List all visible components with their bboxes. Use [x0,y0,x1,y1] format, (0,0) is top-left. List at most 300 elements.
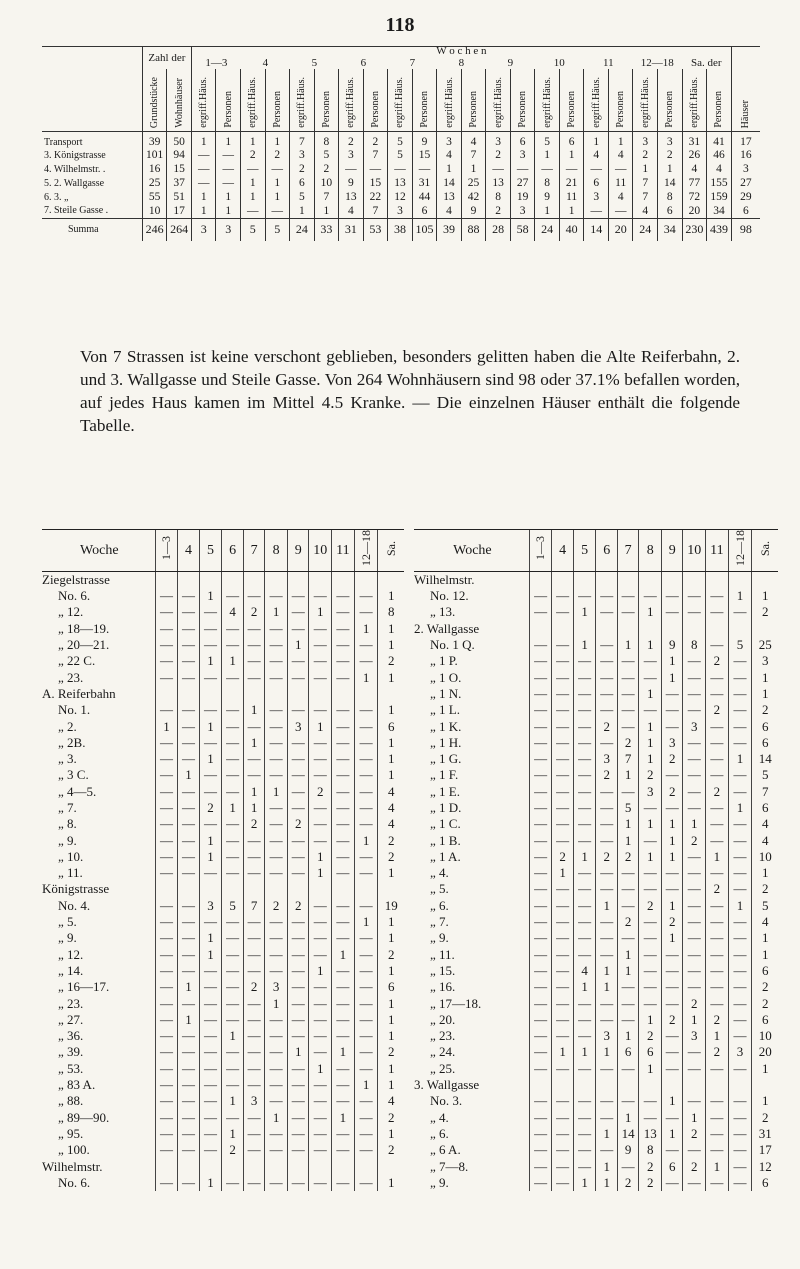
table-cell: 3 [658,132,683,149]
table-cell [378,1158,404,1174]
table-cell: 1 [240,132,265,149]
table-cell: — [309,1044,332,1060]
house-label: „ 1 L. [430,702,460,718]
table-cell: 2 [314,162,339,176]
house-label: „ 5. [58,914,77,930]
haus-header: ergriff.Häus. [584,69,609,132]
table-cell: 2 [290,162,315,176]
table-cell: — [222,588,243,604]
table-cell: 1 [378,1126,404,1142]
table-cell: 1 [309,718,332,734]
table-cell: 9 [617,1142,638,1158]
table-cell: — [706,995,729,1011]
week-header: 9 [287,530,308,572]
table-cell: — [178,930,199,946]
table-cell: — [222,963,243,979]
table-cell: — [155,604,178,620]
table-cell: — [728,914,752,930]
table-cell: 1 [199,588,222,604]
table-cell: — [287,1061,308,1077]
table-cell: — [683,1044,706,1060]
table-cell: 15 [363,176,388,190]
table-cell: 1 [596,1175,617,1191]
table-cell: 2 [486,204,511,218]
week-header: 8 [639,530,662,572]
table-cell: — [199,784,222,800]
table-cell: 1 [596,979,617,995]
table-cell: — [354,1175,378,1191]
table-cell: 14 [437,176,462,190]
table-cell: 12 [752,1158,778,1174]
table-cell: — [529,718,552,734]
personen-header: Personen [412,69,437,132]
table-cell: — [706,832,729,848]
table-cell: 1 [287,637,308,653]
table-cell: 41 [707,132,732,149]
table-cell: — [608,162,633,176]
table-cell: — [529,1142,552,1158]
table-cell: — [639,588,662,604]
table-cell: — [155,1077,178,1093]
table-cell: — [661,1028,682,1044]
table-cell: — [639,995,662,1011]
table-cell: — [728,702,752,718]
table-cell: — [617,653,638,669]
table-row [414,653,778,669]
table-cell: — [243,947,264,963]
table-cell: — [617,784,638,800]
table-cell: — [332,669,355,685]
table-cell: 2 [287,816,308,832]
table-cell: 6 [661,1158,682,1174]
table-cell: — [529,849,552,865]
table-cell [155,1158,178,1174]
table-cell: — [243,1175,264,1191]
table-cell [573,621,596,637]
table-cell: — [309,947,332,963]
table-cell: — [155,947,178,963]
table-row [42,1175,404,1191]
blank-subhead [42,69,142,132]
table-cell: — [354,637,378,653]
table-cell: 3 [199,898,222,914]
table-cell: 31 [412,176,437,190]
table-cell: — [178,621,199,637]
table-cell: 2 [683,995,706,1011]
sum-cell: 38 [388,218,413,241]
table-cell [332,1158,355,1174]
table-cell: — [639,865,662,881]
table-cell: — [596,702,617,718]
table-cell: — [529,735,552,751]
table-cell: — [573,1061,596,1077]
table-cell: 2 [596,849,617,865]
table-cell: — [573,832,596,848]
table-cell: — [728,832,752,848]
table-cell: — [332,718,355,734]
week-header: 7 [617,530,638,572]
table-cell [596,1077,617,1093]
table-cell: — [222,669,243,685]
table-cell: — [706,1175,729,1191]
table-cell: 2 [752,995,778,1011]
table-cell: — [155,1126,178,1142]
table-cell: — [683,947,706,963]
house-label: No. 6. [58,588,91,604]
table-cell: — [222,914,243,930]
table-cell [222,1158,243,1174]
table-cell: 1 [155,718,178,734]
table-cell: — [265,653,288,669]
table-cell: 14 [658,176,683,190]
table-cell: — [363,162,388,176]
table-cell: — [683,784,706,800]
table-cell [332,686,355,702]
table-cell: — [706,963,729,979]
weeks-header: W o c h e n 1—3 4 5 6 7 8 9 10 11 12—18 Sa. der [191,47,731,70]
table-cell: — [552,930,573,946]
table-cell: — [552,637,573,653]
table-cell: — [243,1028,264,1044]
table-cell: — [552,1158,573,1174]
sum-cell: 24 [633,218,658,241]
table-cell: — [222,1110,243,1126]
week-header: Sa. [378,530,404,572]
table-cell: — [332,832,355,848]
left_rows-half [42,529,404,1191]
table-cell: — [155,979,178,995]
table-cell: — [222,1175,243,1191]
week-header: 10 [309,530,332,572]
table-cell: 1 [243,784,264,800]
table-cell: — [354,849,378,865]
table-cell: — [728,995,752,1011]
table-cell: — [661,1110,682,1126]
week-header: 5 [573,530,596,572]
personen-header: Personen [216,69,241,132]
table-cell: — [552,832,573,848]
table-row [414,979,778,995]
table-cell: 4 [707,162,732,176]
table-cell: 1 [552,1044,573,1060]
table-cell: — [706,1126,729,1142]
table-cell: — [178,898,199,914]
table-row [42,963,404,979]
personen-header: Personen [363,69,388,132]
house-label: Königstrasse [42,881,110,897]
table-cell: 1 [199,1175,222,1191]
table-cell: — [529,1093,552,1109]
table-cell: 1 [639,686,662,702]
street-label: 7. Steile Gasse . [44,205,109,217]
table-cell: 2 [752,979,778,995]
house-label: Wilhelmstr. [414,572,475,587]
table-cell [155,572,178,589]
table-cell: — [309,898,332,914]
table-cell [378,686,404,702]
table-cell: 1 [559,204,584,218]
table-cell: — [287,849,308,865]
table-cell: — [332,1012,355,1028]
table-cell: — [199,995,222,1011]
table-cell [265,881,288,897]
table-cell: — [596,669,617,685]
table-cell: — [287,930,308,946]
table-cell: 1 [706,1028,729,1044]
table-cell: 5 [314,148,339,162]
table-cell [752,1077,778,1093]
table-cell: — [706,604,729,620]
house-label: No. 6. [58,1174,91,1190]
table-cell: 1 [752,686,778,702]
table-cell: 13 [437,190,462,204]
table-cell: 1 [222,1093,243,1109]
table-cell: 1 [596,1044,617,1060]
table-cell: — [354,898,378,914]
sum-cell: 33 [314,218,339,241]
table-cell: — [309,767,332,783]
table-cell: — [683,979,706,995]
table-cell: 1 [661,1093,682,1109]
table-cell: — [683,735,706,751]
table-cell: — [706,735,729,751]
table-row [42,190,760,204]
table-cell: — [573,947,596,963]
table-cell: — [243,1142,264,1158]
table-cell: 2 [639,1028,662,1044]
table-cell: 15 [412,148,437,162]
table-cell: 1 [573,1175,596,1191]
house-label: „ 8. [58,816,77,832]
table-cell: — [529,1044,552,1060]
table-cell: 26 [682,148,707,162]
table-cell: 55 [142,190,167,204]
table-cell: — [683,865,706,881]
table-cell: — [706,898,729,914]
table-cell: 3 [388,204,413,218]
street-label: 3. Königstrasse [44,149,106,161]
table-cell: 2 [658,148,683,162]
personen-header: Personen [510,69,535,132]
table-cell: — [354,947,378,963]
table-cell: — [155,1142,178,1158]
table-cell: — [222,832,243,848]
table-row [42,995,404,1011]
house-label: „ 13. [430,604,456,620]
table-cell: — [178,718,199,734]
table-cell: — [309,735,332,751]
table-cell: 7 [633,176,658,190]
table-cell: 6 [752,800,778,816]
week-header: Sa. [752,530,778,572]
table-cell: — [309,914,332,930]
table-cell: — [596,784,617,800]
table-cell: — [661,604,682,620]
table-cell: 1 [639,849,662,865]
table-cell: 2 [661,751,682,767]
table-cell: 2 [287,898,308,914]
table-cell: 1 [378,1077,404,1093]
table-cell: 1 [243,702,264,718]
table-cell: — [552,702,573,718]
table-cell: — [178,784,199,800]
table-cell: 10 [752,1028,778,1044]
table-cell: 15 [167,162,192,176]
table-cell: 14 [617,1126,638,1142]
table-cell: — [287,914,308,930]
table-cell: — [617,604,638,620]
table-cell: — [155,1175,178,1191]
house-label: „ 7—8. [430,1158,469,1174]
table-row [42,204,760,218]
table-cell [617,1077,638,1093]
table-cell [573,572,596,589]
week-header: 1—3 [529,530,552,572]
table-cell: 1 [309,849,332,865]
table-cell: 4 [461,132,486,149]
table-cell: — [661,686,682,702]
table-cell: 6 [639,1044,662,1060]
table-cell: — [529,865,552,881]
table-row [414,1061,778,1077]
table-cell: 4 [752,816,778,832]
table-cell: — [309,751,332,767]
table-cell: — [287,751,308,767]
house-label: „ 4—5. [58,783,97,799]
table-cell: 8 [486,190,511,204]
table-cell: — [332,604,355,620]
table-cell: — [287,979,308,995]
table-cell: — [191,162,216,176]
sum-cell: 264 [167,218,192,241]
house-label: „ 9. [430,1174,449,1190]
haus-header: ergriff.Häus. [339,69,364,132]
table-cell: — [265,751,288,767]
table-cell: 1 [728,800,752,816]
table-cell: 7 [314,190,339,204]
table-cell: — [265,947,288,963]
personen-header: Personen [658,69,683,132]
table-cell: 1 [639,718,662,734]
table-cell: 5 [388,132,413,149]
table-cell: 6 [731,204,760,218]
table-cell: 6 [658,204,683,218]
table-row [414,1142,778,1158]
table-cell: — [706,1110,729,1126]
house-label: „ 9. [58,832,77,848]
table-cell: — [178,588,199,604]
table-cell: 2 [617,1175,638,1191]
table-cell: — [178,832,199,848]
table-cell: — [309,1142,332,1158]
table-cell: — [222,637,243,653]
table-cell: — [529,1110,552,1126]
table-cell: 10 [142,204,167,218]
table-cell: — [706,914,729,930]
table-cell: — [243,751,264,767]
table-cell: — [573,686,596,702]
table-cell: 4 [378,800,404,816]
table-cell: — [529,1028,552,1044]
house-label: „ 23. [58,669,84,685]
table-cell: — [617,865,638,881]
table-cell: 1 [222,1028,243,1044]
table-row [414,865,778,881]
table-cell: — [661,1061,682,1077]
house-label: „ 25. [430,1060,456,1076]
table-cell [639,572,662,589]
table-cell: 10 [752,849,778,865]
house-label: „ 27. [58,1011,84,1027]
table-cell: — [573,702,596,718]
table-cell: — [178,1175,199,1191]
table-cell: — [552,653,573,669]
table-cell: 50 [167,132,192,149]
table-cell: 25 [752,637,778,653]
table-cell: 1 [683,1110,706,1126]
table-cell: — [552,588,573,604]
table-cell: 2 [617,735,638,751]
table-cell: — [178,1028,199,1044]
house-label: „ 23. [58,995,84,1011]
table-cell: 9 [412,132,437,149]
house-label: „ 20—21. [58,637,110,653]
house-label: 2. Wallgasse [414,620,480,636]
table-cell: 1 [661,832,682,848]
table-cell: — [728,816,752,832]
table-row [42,881,404,897]
table-cell: — [332,621,355,637]
table-row [414,572,778,589]
table-cell: 6 [584,176,609,190]
table-cell: — [706,800,729,816]
table-cell: 1 [222,800,243,816]
table-cell [309,572,332,589]
table-row [42,604,404,620]
table-cell: — [199,1028,222,1044]
table-cell: — [155,669,178,685]
table-cell: 1 [378,1028,404,1044]
table-row [414,898,778,914]
table-cell: 1 [596,1158,617,1174]
table-cell: 2 [378,832,404,848]
house-label: „ 6. [430,1125,449,1141]
table-cell: — [683,1175,706,1191]
table-cell: — [573,718,596,734]
table-cell: 1 [216,190,241,204]
table-row [414,816,778,832]
table-cell: 1 [573,1044,596,1060]
table-cell: — [661,979,682,995]
table-cell: — [332,800,355,816]
table-cell: 1 [309,865,332,881]
table-cell: — [199,1012,222,1028]
table-cell: 6 [752,1012,778,1028]
body-paragraph: Von 7 Strassen ist keine verschont geblieben, besonders gelitten haben die Alte Reiferbahn, 2. und 3. Wallgasse und Steile Gasse. Von 264 Wohnhäusern sind 98 oder 37.1% befallen worden, auf jedes Haus kamen im Mittel 4.5 Kranke. — Die einzelnen Häuser enthält die folgende Tabelle. [80,347,740,435]
table-cell: 1 [222,653,243,669]
table-row [414,784,778,800]
table-cell: — [332,702,355,718]
house-label: No. 3. [430,1093,463,1109]
table-cell: — [706,1061,729,1077]
page-number: 118 [385,14,415,36]
table-cell: — [529,947,552,963]
table-cell: — [287,767,308,783]
table-cell: 3 [661,735,682,751]
house-label: No. 4. [58,897,91,913]
table-row [42,162,760,176]
table-cell: — [216,148,241,162]
